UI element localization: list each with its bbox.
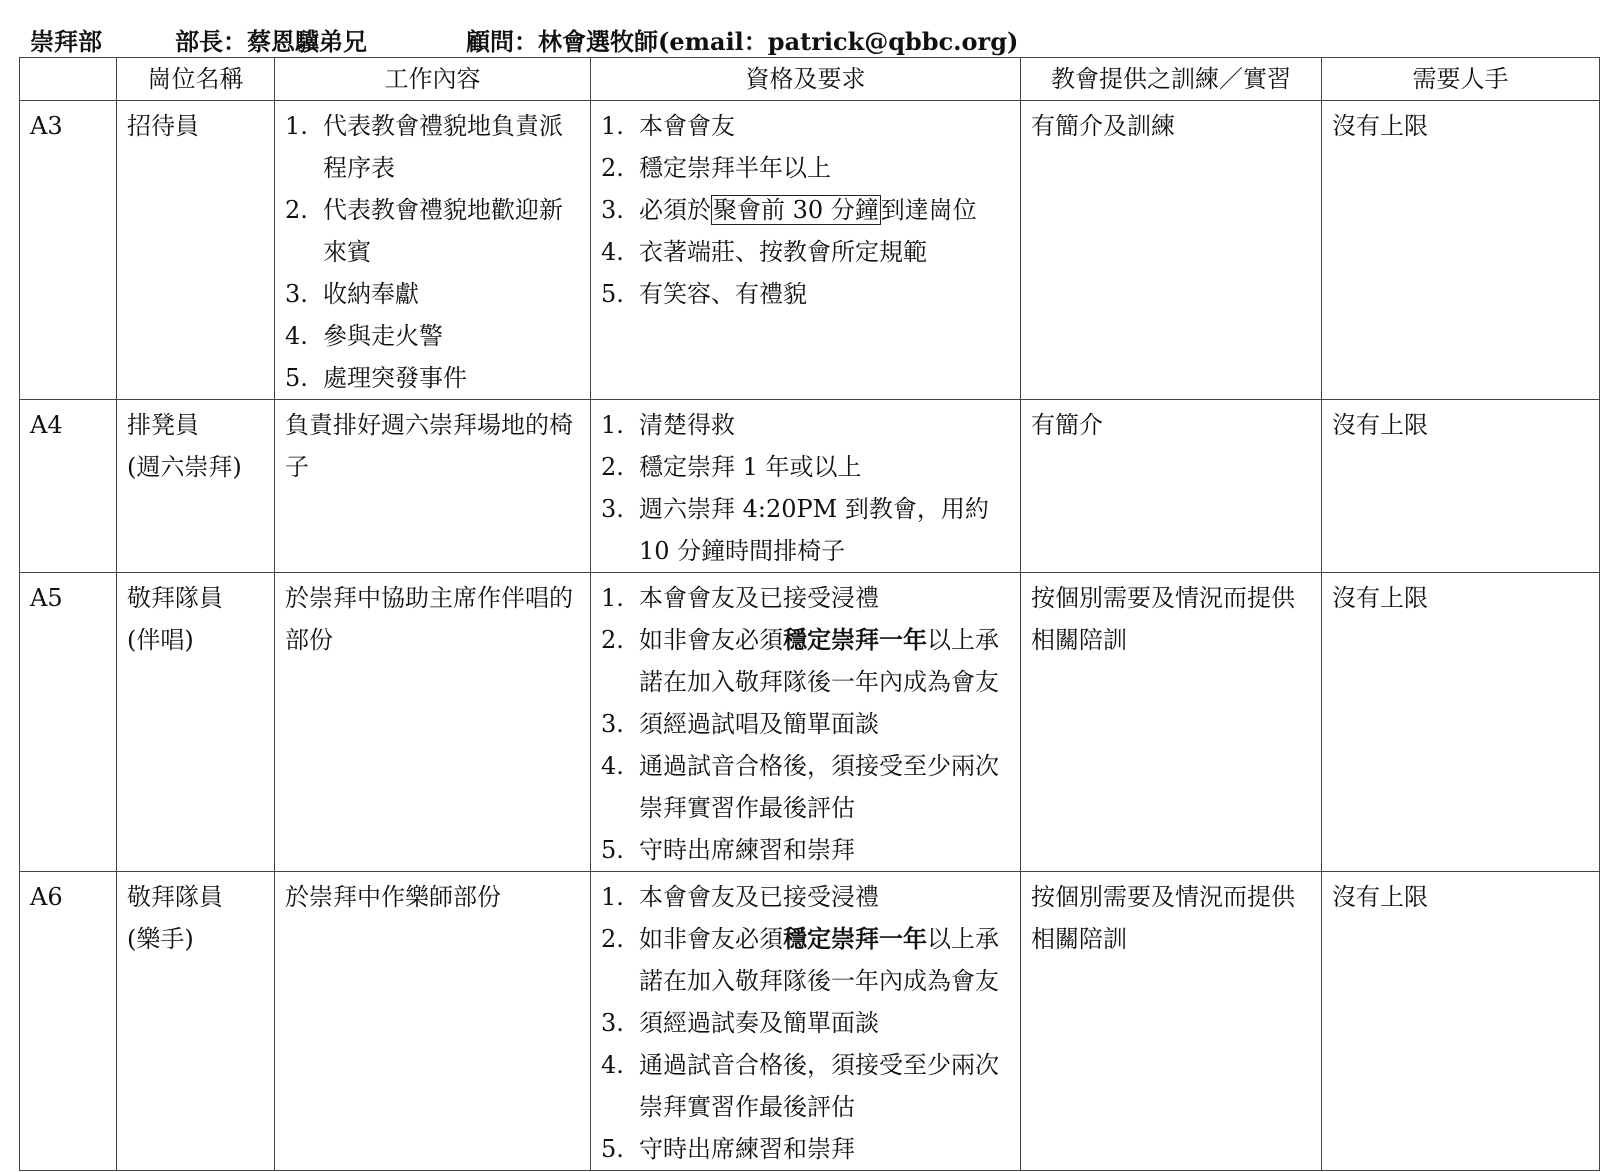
table-row (20, 872, 1600, 1171)
role-duties: 於崇拜中協助主席作伴唱的部份 (275, 573, 591, 872)
column-header-duties: 工作內容 (275, 58, 591, 101)
role-headcount: 沒有上限 (1322, 573, 1600, 872)
role-position: 敬拜隊員 (伴唱) (117, 573, 275, 872)
role-duties (275, 101, 591, 400)
list-item: 4. 參與走火警 (285, 322, 443, 350)
list-item: 3. 週六崇拜 4:20PM 到教會，用約 10 分鐘時間排椅子 (601, 495, 989, 565)
list-item: 1. 清楚得救 (601, 411, 735, 439)
table-row (20, 400, 1600, 573)
list-item: 4. 衣著端莊、按教會所定規範 (601, 238, 927, 266)
role-code: A3 (20, 101, 117, 400)
list-item: 5. 處理突發事件 (285, 364, 467, 392)
column-header-code (20, 58, 117, 101)
list-item: 5. 有笑容、有禮貌 (601, 280, 807, 308)
role-training: 按個別需要及情況而提供相關陪訓 (1021, 872, 1322, 1171)
list-item: 3. 須經過試奏及簡單面談 (601, 1009, 879, 1037)
department-head: 部長：蔡恩驥弟兄 (175, 27, 367, 56)
role-position: 排凳員 (週六崇拜) (117, 400, 275, 573)
column-header-requirements: 資格及要求 (591, 58, 1021, 101)
role-requirements (591, 573, 1021, 872)
list-item: 4. 通過試音合格後，須接受至少兩次崇拜實習作最後評估 (601, 1051, 999, 1121)
role-headcount: 沒有上限 (1322, 400, 1600, 573)
list-item: 3. 必須於聚會前 30 分鐘到達崗位 (601, 196, 977, 224)
list-item: 1. 代表教會禮貌地負責派程序表 (285, 112, 563, 182)
list-item: 2. 代表教會禮貌地歡迎新來賓 (285, 196, 563, 266)
role-requirements (591, 400, 1021, 573)
role-code: A5 (20, 573, 117, 872)
column-header-headcount: 需要人手 (1322, 58, 1600, 101)
highlighted-time: 聚會前 30 分鐘 (713, 196, 879, 224)
list-item: 5. 守時出席練習和崇拜 (601, 1135, 855, 1163)
role-requirements (591, 101, 1021, 400)
role-training: 有簡介及訓練 (1021, 101, 1322, 400)
list-item: 3. 須經過試唱及簡單面談 (601, 710, 879, 738)
list-item: 4. 通過試音合格後，須接受至少兩次崇拜實習作最後評估 (601, 752, 999, 822)
role-position: 敬拜隊員 (樂手) (117, 872, 275, 1171)
role-duties: 負責排好週六崇拜場地的椅子 (275, 400, 591, 573)
department-advisor: 顧問：林會選牧師(email：patrick@qbbc.org) (466, 27, 1019, 56)
column-header-position: 崗位名稱 (117, 58, 275, 101)
list-item: 1. 本會會友及已接受浸禮 (601, 883, 879, 911)
role-headcount: 沒有上限 (1322, 101, 1600, 400)
role-training: 有簡介 (1021, 400, 1322, 573)
role-code: A6 (20, 872, 117, 1171)
list-item: 5. 守時出席練習和崇拜 (601, 836, 855, 864)
role-headcount: 沒有上限 (1322, 872, 1600, 1171)
list-item: 2. 穩定崇拜半年以上 (601, 154, 831, 182)
list-item: 2. 如非會友必須穩定崇拜一年以上承諾在加入敬拜隊後一年內成為會友 (601, 924, 999, 995)
list-item: 1. 本會會友及已接受浸禮 (601, 584, 879, 612)
list-item: 3. 收納奉獻 (285, 280, 419, 308)
role-duties: 於崇拜中作樂師部份 (275, 872, 591, 1171)
role-position: 招待員 (117, 101, 275, 400)
column-header-training: 教會提供之訓練／實習 (1021, 58, 1322, 101)
role-training: 按個別需要及情況而提供相關陪訓 (1021, 573, 1322, 872)
table-header-row (20, 58, 1600, 101)
list-item: 2. 如非會友必須穩定崇拜一年以上承諾在加入敬拜隊後一年內成為會友 (601, 625, 999, 696)
list-item: 1. 本會會友 (601, 112, 735, 140)
role-requirements (591, 872, 1021, 1171)
table-row (20, 101, 1600, 400)
roles-table (19, 57, 1600, 1171)
department-name: 崇拜部 (30, 27, 102, 56)
role-code: A4 (20, 400, 117, 573)
list-item: 2. 穩定崇拜 1 年或以上 (601, 453, 862, 481)
table-row (20, 573, 1600, 872)
